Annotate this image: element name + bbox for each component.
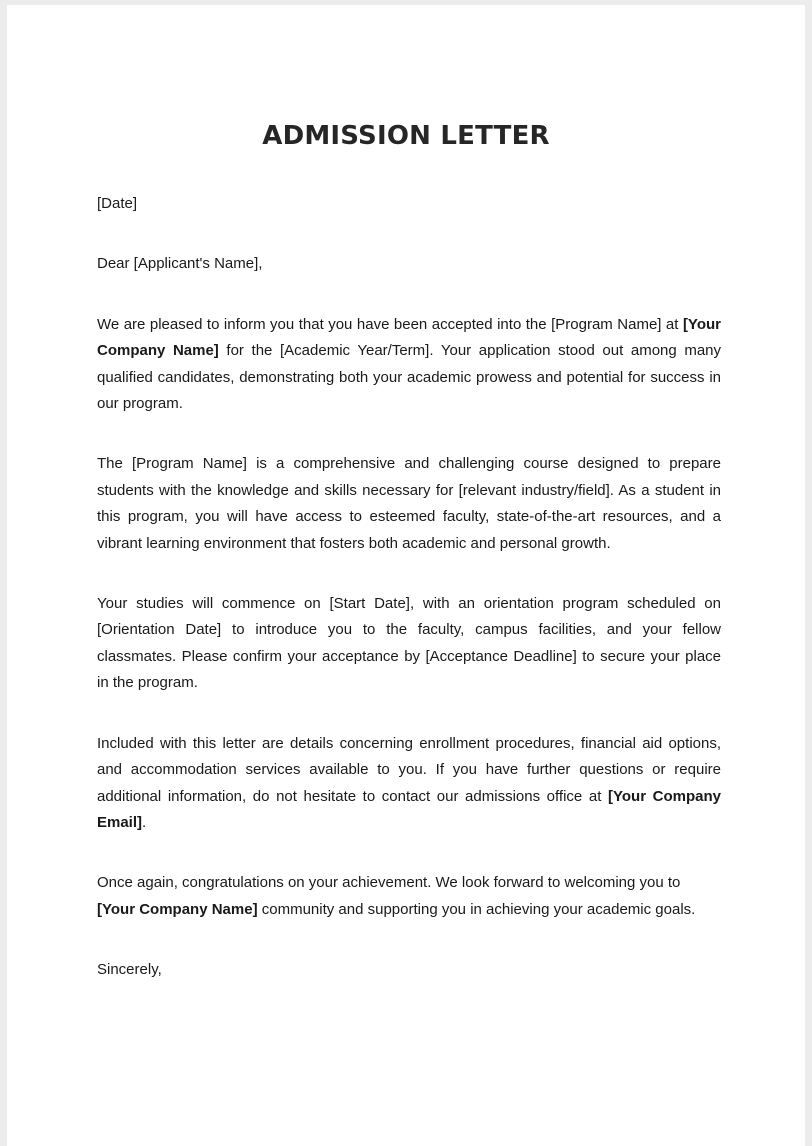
paragraph-program: The [Program Name] is a comprehensive and challenging course designed to prepare students with the knowledge and skills necessary for [relevant industry/field]. As a student in this program, you will have access to esteemed faculty, state-of-the-art resources, and a vibrant learning environment that fosters both academic and personal growth.	[97, 455, 721, 552]
letter-salutation: Dear [Applicant's Name],	[97, 255, 263, 273]
paragraph-closing-text: Once again, congratulations on your achievement. We look forward to welcoming you to	[97, 874, 681, 892]
paragraph-schedule: Your studies will commence on [Start Date], with an orientation program scheduled on [Orientation Date] to introduce you to the faculty, campus facilities, and your fellow classmates. Please confirm your acceptance by [Acceptance Deadline] to secure your place in the program.	[97, 595, 721, 692]
paragraph-details-text: Included with this letter are details concerning enrollment procedures, financial aid options, and accommodation services available to you. If you have further questions or require additional information, do not hesitate to contact our admissions office at	[97, 734, 721, 805]
document-page	[7, 5, 805, 1146]
paragraph-closing-remarks	[97, 870, 721, 923]
paragraph-acceptance	[97, 312, 721, 418]
company-email-placeholder: [Your Company Email]	[97, 787, 721, 831]
letter-closing: Sincerely,	[97, 961, 162, 979]
paragraph-acceptance-text: We are pleased to inform you that you have been accepted into the [Program Name] at	[97, 315, 683, 333]
company-name-placeholder: [Your Company Name]	[97, 315, 721, 360]
paragraph-acceptance-text-end: for the [Academic Year/Term]. Your application stood out among many qualified candidates, demonstrating both your academic prowess and potential for success in our program.	[97, 342, 722, 413]
paragraph-closing-text-end: community and supporting you in achieving your academic goals.	[257, 900, 696, 918]
letter-body	[97, 191, 721, 1018]
letter-title: ADMISSION LETTER	[262, 121, 550, 151]
paragraph-details-text-end: .	[142, 813, 147, 831]
paragraph-details	[97, 731, 721, 837]
company-name-placeholder-2: [Your Company Name]	[97, 900, 258, 918]
letter-date: [Date]	[97, 195, 138, 212]
